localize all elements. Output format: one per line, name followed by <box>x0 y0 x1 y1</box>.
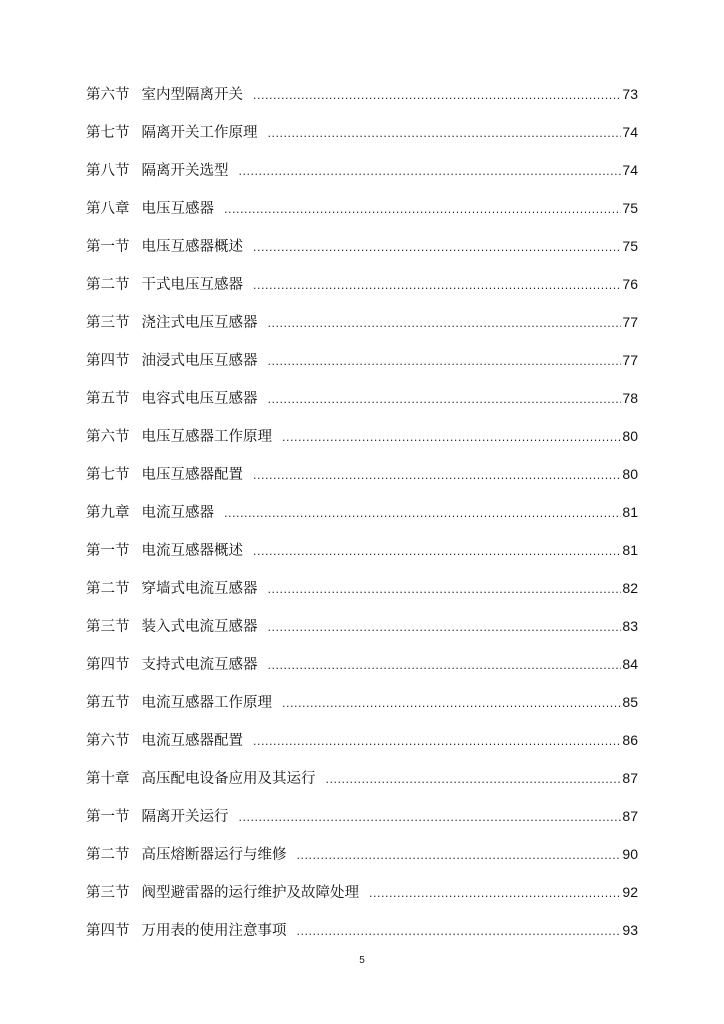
dot-leader <box>253 542 621 562</box>
toc-entry-number: 第五节 <box>86 391 130 407</box>
toc-entry[interactable] <box>86 768 638 806</box>
dot-leader <box>268 656 622 676</box>
dot-leader <box>268 314 622 334</box>
toc-entry-title: 隔离开关选型 <box>141 163 229 179</box>
toc-entry-label <box>86 503 224 523</box>
toc-entry-page: 87 <box>622 808 638 824</box>
toc-entry-number: 第二节 <box>86 277 130 293</box>
toc-entry[interactable] <box>86 616 638 654</box>
toc-entry-label <box>86 769 326 789</box>
toc-entry[interactable] <box>86 730 638 768</box>
toc-entry[interactable] <box>86 84 638 122</box>
toc-entry-page: 84 <box>622 656 638 672</box>
toc-entry[interactable] <box>86 844 638 882</box>
toc-entry-page: 77 <box>622 352 638 368</box>
toc-entry-title: 电流互感器配置 <box>141 733 243 749</box>
toc-entry[interactable] <box>86 920 638 958</box>
toc-entry-number: 第七节 <box>86 467 130 483</box>
toc-entry[interactable] <box>86 388 638 426</box>
dot-leader <box>268 580 622 600</box>
dot-leader <box>253 276 621 296</box>
dot-leader <box>369 884 621 904</box>
toc-entry-label <box>86 199 224 219</box>
toc-entry-page: 90 <box>622 846 638 862</box>
dot-leader <box>253 238 621 258</box>
toc-entry-title: 高压熔断器运行与维修 <box>141 847 287 863</box>
toc-entry-label <box>86 921 297 941</box>
toc-entry-page: 86 <box>622 732 638 748</box>
toc-entry-number: 第六节 <box>86 87 130 103</box>
toc-entry-title: 油浸式电压互感器 <box>141 353 258 369</box>
toc-entry-title: 电压互感器工作原理 <box>141 429 272 445</box>
toc-entry-label <box>86 313 268 333</box>
toc-entry-page: 73 <box>622 86 638 102</box>
toc-entry[interactable] <box>86 806 638 844</box>
toc-entry[interactable] <box>86 426 638 464</box>
toc-entry-label <box>86 845 297 865</box>
toc-entry-page: 75 <box>622 200 638 216</box>
toc-entry-number: 第一节 <box>86 239 130 255</box>
toc-entry-label <box>86 85 253 105</box>
dot-leader <box>268 618 622 638</box>
toc-entry[interactable] <box>86 882 638 920</box>
toc-entry-title: 支持式电流互感器 <box>141 657 258 673</box>
toc-entry-title: 阀型避雷器的运行维护及故障处理 <box>141 885 359 901</box>
toc-entry[interactable] <box>86 198 638 236</box>
toc-entry-number: 第六节 <box>86 429 130 445</box>
toc-entry-label <box>86 693 282 713</box>
toc-entry[interactable] <box>86 312 638 350</box>
toc-entry-number: 第五节 <box>86 695 130 711</box>
dot-leader <box>253 86 621 106</box>
toc-entry-label <box>86 883 369 903</box>
toc-entry-page: 76 <box>622 276 638 292</box>
toc-entry-page: 81 <box>622 504 638 520</box>
toc-entry-page: 93 <box>622 922 638 938</box>
dot-leader <box>282 428 621 448</box>
dot-leader <box>282 694 621 714</box>
dot-leader <box>297 922 622 942</box>
toc-entry-label <box>86 237 253 257</box>
toc-entry-number: 第七节 <box>86 125 130 141</box>
toc-entry-number: 第四节 <box>86 353 130 369</box>
toc-entry-label <box>86 579 268 599</box>
dot-leader <box>253 466 621 486</box>
toc-entry-number: 第二节 <box>86 581 130 597</box>
toc-entry-title: 高压配电设备应用及其运行 <box>141 771 316 787</box>
toc-entry-label <box>86 731 253 751</box>
toc-entry-title: 万用表的使用注意事项 <box>141 923 287 939</box>
toc-entry-number: 第三节 <box>86 315 130 331</box>
toc-entry-label <box>86 655 268 675</box>
toc-entry-page: 83 <box>622 618 638 634</box>
toc-entry-title: 电流互感器工作原理 <box>141 695 272 711</box>
toc-entry-title: 装入式电流互感器 <box>141 619 258 635</box>
toc-entry-number: 第六节 <box>86 733 130 749</box>
toc-entry-page: 78 <box>622 390 638 406</box>
toc-entry-title: 穿墙式电流互感器 <box>141 581 258 597</box>
toc-entry-number: 第三节 <box>86 619 130 635</box>
dot-leader <box>224 504 621 524</box>
toc-entry-title: 隔离开关工作原理 <box>141 125 258 141</box>
toc-entry-label <box>86 427 282 447</box>
toc-entry-label <box>86 465 253 485</box>
toc-entry-page: 85 <box>622 694 638 710</box>
toc-entry-label <box>86 389 268 409</box>
toc-entry-title: 隔离开关运行 <box>141 809 229 825</box>
dot-leader <box>224 200 621 220</box>
toc-entry-page: 87 <box>622 770 638 786</box>
dot-leader <box>253 732 621 752</box>
dot-leader <box>239 808 622 828</box>
toc-entry-number: 第八章 <box>86 201 130 217</box>
toc-entry[interactable] <box>86 692 638 730</box>
toc-entry-number: 第一节 <box>86 543 130 559</box>
toc-entry-page: 80 <box>622 428 638 444</box>
toc-entry-title: 电压互感器概述 <box>141 239 243 255</box>
toc-entry-title: 电流互感器概述 <box>141 543 243 559</box>
toc-entry[interactable] <box>86 350 638 388</box>
toc-entry[interactable] <box>86 160 638 198</box>
toc-entry[interactable] <box>86 540 638 578</box>
dot-leader <box>268 390 622 410</box>
toc-entry-number: 第四节 <box>86 657 130 673</box>
dot-leader <box>268 124 622 144</box>
toc-entry-page: 74 <box>622 162 638 178</box>
toc-entry-number: 第十章 <box>86 771 130 787</box>
toc-entry-page: 92 <box>622 884 638 900</box>
toc-entry-number: 第八节 <box>86 163 130 179</box>
toc-entry-page: 77 <box>622 314 638 330</box>
toc-entry[interactable] <box>86 502 638 540</box>
toc-entry-label <box>86 123 268 143</box>
toc-entry[interactable] <box>86 654 638 692</box>
toc-entry-number: 第三节 <box>86 885 130 901</box>
toc-entry-label <box>86 541 253 561</box>
toc-entry[interactable] <box>86 464 638 502</box>
toc-entry-label <box>86 275 253 295</box>
toc-entry-page: 82 <box>622 580 638 596</box>
toc-entry-page: 74 <box>622 124 638 140</box>
toc-entry-title: 干式电压互感器 <box>141 277 243 293</box>
toc-entry[interactable] <box>86 578 638 616</box>
toc-entry-title: 浇注式电压互感器 <box>141 315 258 331</box>
toc-entry-page: 80 <box>622 466 638 482</box>
toc-entry-page: 75 <box>622 238 638 254</box>
toc-entry-title: 电压互感器 <box>141 201 214 217</box>
toc-entry-label <box>86 617 268 637</box>
toc-entry-number: 第一节 <box>86 809 130 825</box>
toc-entry[interactable] <box>86 122 638 160</box>
toc-entry-title: 电容式电压互感器 <box>141 391 258 407</box>
toc-entry-number: 第四节 <box>86 923 130 939</box>
toc-entry-number: 第九章 <box>86 505 130 521</box>
toc-entry-page: 81 <box>622 542 638 558</box>
table-of-contents <box>86 84 638 958</box>
toc-entry-title: 电压互感器配置 <box>141 467 243 483</box>
dot-leader <box>297 846 622 866</box>
toc-entry-title: 电流互感器 <box>141 505 214 521</box>
toc-entry-label <box>86 807 239 827</box>
dot-leader <box>268 352 622 372</box>
page-number: 5 <box>359 955 365 966</box>
toc-entry[interactable] <box>86 274 638 312</box>
dot-leader <box>239 162 622 182</box>
dot-leader <box>326 770 622 790</box>
toc-entry-title: 室内型隔离开关 <box>141 87 243 103</box>
toc-entry-label <box>86 161 239 181</box>
toc-entry-label <box>86 351 268 371</box>
toc-entry[interactable] <box>86 236 638 274</box>
toc-entry-number: 第二节 <box>86 847 130 863</box>
